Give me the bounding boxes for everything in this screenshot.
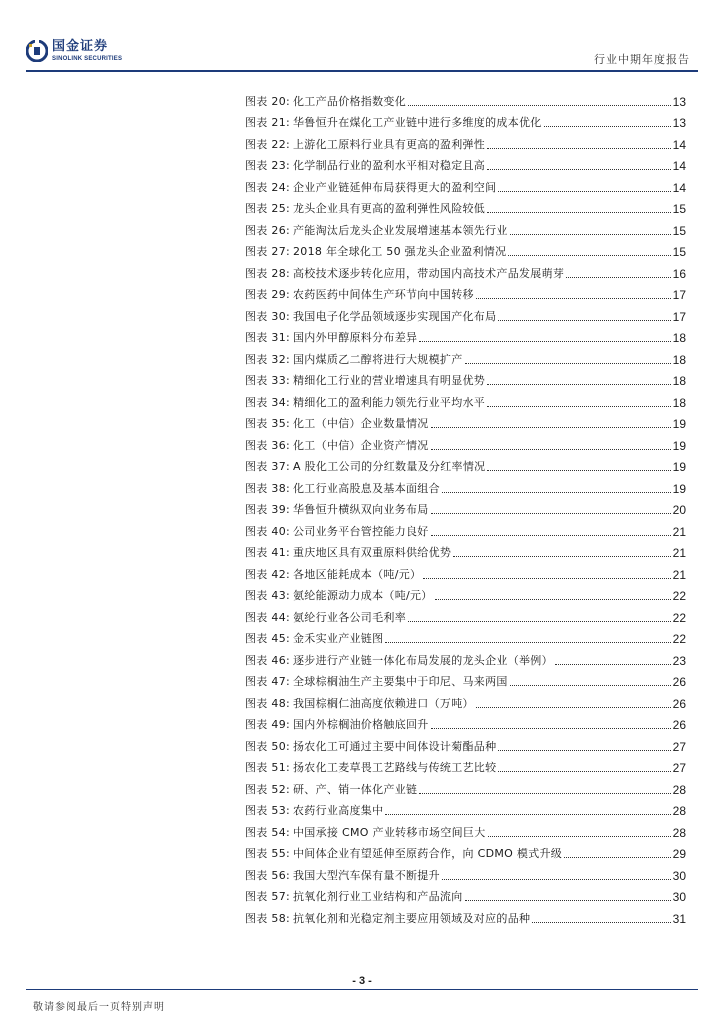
toc-entry[interactable] <box>245 517 686 539</box>
toc-entry-title: 各地区能耗成本（吨/元） <box>293 567 422 581</box>
toc-entry-page: 17 <box>672 288 686 302</box>
toc-entry[interactable] <box>245 818 686 840</box>
toc-entry[interactable] <box>245 496 686 518</box>
toc-entry-label: 图表 20: <box>245 94 290 108</box>
toc-entry[interactable] <box>245 431 686 453</box>
toc-entry-page: 19 <box>672 438 686 453</box>
toc-dot-leader <box>476 298 671 299</box>
toc-entry-title: 化学制品行业的盈利水平相对稳定且高 <box>293 159 486 172</box>
toc-entry[interactable] <box>245 367 686 389</box>
toc-entry[interactable] <box>245 453 686 475</box>
toc-entry[interactable] <box>245 732 686 754</box>
toc-entry-label: 图表 21: <box>245 116 290 129</box>
toc-dot-leader <box>431 513 671 514</box>
toc-dot-leader <box>385 814 670 815</box>
toc-entry[interactable] <box>245 130 686 152</box>
toc-dot-leader <box>435 599 671 600</box>
toc-entry-label: 图表 35: <box>245 417 290 430</box>
toc-entry[interactable] <box>245 345 686 367</box>
toc-entry-label: 图表 39: <box>245 503 290 516</box>
toc-entry-page: 29 <box>672 847 686 861</box>
toc-entry[interactable] <box>245 582 686 604</box>
toc-entry-title: 我国大型汽车保有量不断提升 <box>293 868 440 882</box>
logo-chinese-name: 国金证券 <box>52 39 109 54</box>
toc-entry-page: 15 <box>672 245 686 259</box>
toc-dot-leader <box>408 621 671 622</box>
toc-entry[interactable] <box>245 216 686 238</box>
toc-entry-title: 氨纶能源动力成本（吨/元） <box>293 589 433 602</box>
toc-entry[interactable] <box>245 152 686 174</box>
toc-entry-page: 26 <box>672 718 686 732</box>
toc-entry-title: 精细化工的盈利能力领先行业平均水平 <box>293 395 486 409</box>
toc-entry-label: 图表 34: <box>245 395 290 409</box>
toc-entry-title: 上游化工原料行业具有更高的盈利弹性 <box>293 137 486 151</box>
toc-entry-label: 图表 27: <box>245 245 290 258</box>
toc-entry[interactable] <box>245 754 686 776</box>
toc-entry[interactable] <box>245 775 686 797</box>
toc-dot-leader <box>465 363 671 364</box>
toc-entry-title: 中间体企业有望延伸至原药合作，向 CDMO 模式升级 <box>293 847 563 860</box>
toc-entry[interactable] <box>245 904 686 926</box>
toc-entry-label: 图表 46: <box>245 653 290 667</box>
toc-entry-label: 图表 55: <box>245 847 290 860</box>
toc-entry[interactable] <box>245 281 686 303</box>
toc-entry[interactable] <box>245 388 686 410</box>
toc-entry[interactable] <box>245 840 686 862</box>
toc-entry-page: 18 <box>672 395 686 410</box>
toc-entry-label: 图表 41: <box>245 546 290 559</box>
toc-dot-leader <box>408 105 671 106</box>
toc-entry-title: 研、产、销一体化产业链 <box>293 782 418 796</box>
toc-dot-leader <box>442 492 671 493</box>
toc-dot-leader <box>487 384 671 385</box>
toc-entry[interactable] <box>245 668 686 690</box>
toc-entry-label: 图表 26: <box>245 223 290 237</box>
toc-dot-leader <box>487 169 671 170</box>
toc-entry[interactable] <box>245 87 686 109</box>
toc-entry-label: 图表 24: <box>245 180 290 194</box>
toc-entry-page: 20 <box>672 503 686 517</box>
toc-entry-page: 15 <box>672 202 686 216</box>
toc-entry-title: 我国棕榈仁油高度依赖进口（万吨） <box>293 696 474 710</box>
toc-entry[interactable] <box>245 646 686 668</box>
toc-entry-label: 图表 29: <box>245 288 290 301</box>
sinolink-logo-icon <box>26 40 48 62</box>
toc-entry-page: 18 <box>672 331 686 345</box>
toc-entry-title: 2018 年全球化工 50 强龙头企业盈利情况 <box>293 245 507 258</box>
toc-entry[interactable] <box>245 324 686 346</box>
toc-entry[interactable] <box>245 259 686 281</box>
toc-entry-title: 国内外棕榈油价格触底回升 <box>293 718 429 731</box>
toc-entry-label: 图表 47: <box>245 675 290 688</box>
toc-entry-label: 图表 22: <box>245 137 290 151</box>
toc-entry-page: 13 <box>672 116 686 130</box>
toc-dot-leader <box>487 148 671 149</box>
toc-entry[interactable] <box>245 861 686 883</box>
toc-entry-page: 26 <box>672 675 686 689</box>
toc-entry-page: 21 <box>672 524 686 539</box>
logo-english-name: SINOLINK SECURITIES <box>52 56 123 62</box>
toc-entry-title: 全球棕榈油生产主要集中于印尼、马来两国 <box>293 675 508 688</box>
toc-dot-leader <box>544 126 671 127</box>
toc-entry-page: 19 <box>672 460 686 474</box>
toc-dot-leader <box>476 707 671 708</box>
toc-entry[interactable] <box>245 603 686 625</box>
toc-entry[interactable] <box>245 711 686 733</box>
toc-dot-leader <box>498 750 670 751</box>
toc-entry-page: 21 <box>672 546 686 560</box>
toc-entry-page: 19 <box>672 481 686 496</box>
figure-index-list <box>245 87 686 926</box>
toc-entry-title: 农药医药中间体生产环节向中国转移 <box>293 288 474 301</box>
toc-entry-title: 氨纶行业各公司毛利率 <box>293 610 406 624</box>
toc-dot-leader <box>419 793 670 794</box>
toc-entry-label: 图表 30: <box>245 309 290 323</box>
toc-dot-leader <box>498 191 670 192</box>
toc-entry-page: 30 <box>672 868 686 883</box>
footer-divider <box>26 989 698 990</box>
toc-entry-label: 图表 43: <box>245 589 290 602</box>
toc-entry-page: 13 <box>672 94 686 109</box>
toc-entry-label: 图表 42: <box>245 567 290 581</box>
toc-entry-label: 图表 38: <box>245 481 290 495</box>
toc-entry[interactable] <box>245 410 686 432</box>
toc-entry-page: 14 <box>672 137 686 152</box>
toc-entry-page: 30 <box>672 890 686 904</box>
toc-dot-leader <box>431 427 671 428</box>
toc-entry-title: 化工行业高股息及基本面组合 <box>293 481 440 495</box>
toc-entry-page: 14 <box>672 159 686 173</box>
toc-entry-page: 28 <box>672 804 686 818</box>
toc-entry-label: 图表 32: <box>245 352 290 366</box>
toc-dot-leader <box>498 771 670 772</box>
toc-entry-page: 18 <box>672 352 686 367</box>
toc-entry[interactable] <box>245 474 686 496</box>
toc-entry-title: 国内煤质乙二醇将进行大规模扩产 <box>293 352 463 366</box>
header-divider <box>26 70 698 72</box>
toc-entry-page: 23 <box>672 653 686 668</box>
toc-entry-label: 图表 25: <box>245 202 290 215</box>
company-logo <box>26 40 122 62</box>
toc-dot-leader <box>566 277 670 278</box>
toc-entry-label: 图表 49: <box>245 718 290 731</box>
toc-entry-label: 图表 54: <box>245 825 290 839</box>
toc-entry[interactable] <box>245 238 686 260</box>
report-type-label: 行业中期年度报告 <box>594 53 690 66</box>
toc-dot-leader <box>488 836 671 837</box>
toc-entry-title: 高校技术逐步转化应用，带动国内高技术产品发展萌芽 <box>293 266 565 280</box>
toc-entry-label: 图表 52: <box>245 782 290 796</box>
toc-entry-label: 图表 33: <box>245 374 290 387</box>
toc-dot-leader <box>385 642 670 643</box>
toc-dot-leader <box>487 212 671 213</box>
toc-entry-page: 16 <box>672 266 686 281</box>
toc-entry-page: 18 <box>672 374 686 388</box>
toc-entry-page: 27 <box>672 739 686 754</box>
toc-entry-title: 扬农化工麦草畏工艺路线与传统工艺比较 <box>293 761 497 774</box>
toc-entry[interactable] <box>245 109 686 131</box>
toc-entry-title: 化工产品价格指数变化 <box>293 94 406 108</box>
toc-entry-page: 28 <box>672 825 686 840</box>
toc-entry-label: 图表 50: <box>245 739 290 753</box>
toc-entry-title: 抗氧化剂行业工业结构和产品流向 <box>293 890 463 903</box>
toc-entry-title: 农药行业高度集中 <box>293 804 384 817</box>
toc-entry-title: 龙头企业具有更高的盈利弹性风险较低 <box>293 202 486 215</box>
toc-entry-label: 图表 23: <box>245 159 290 172</box>
toc-entry-title: 华鲁恒升在煤化工产业链中进行多维度的成本优化 <box>293 116 542 129</box>
toc-entry-title: 产能淘汰后龙头企业发展增速基本领先行业 <box>293 223 508 237</box>
toc-dot-leader <box>498 320 670 321</box>
page-number: - 3 - <box>352 975 372 987</box>
toc-entry[interactable] <box>245 883 686 905</box>
toc-entry-label: 图表 44: <box>245 610 290 624</box>
toc-entry-label: 图表 37: <box>245 460 290 473</box>
toc-dot-leader <box>487 406 671 407</box>
toc-dot-leader <box>431 728 671 729</box>
toc-dot-leader <box>465 900 671 901</box>
toc-entry[interactable] <box>245 797 686 819</box>
toc-entry-page: 26 <box>672 696 686 711</box>
toc-entry-title: 化工（中信）企业资产情况 <box>293 438 429 452</box>
toc-dot-leader <box>419 341 670 342</box>
toc-entry-page: 21 <box>672 567 686 582</box>
toc-entry-page: 31 <box>672 911 686 926</box>
toc-dot-leader <box>510 685 671 686</box>
toc-entry-label: 图表 58: <box>245 911 290 925</box>
toc-entry-page: 22 <box>672 589 686 603</box>
toc-entry-page: 28 <box>672 782 686 797</box>
toc-entry-page: 17 <box>672 309 686 324</box>
toc-dot-leader <box>431 535 671 536</box>
toc-entry-title: 我国电子化学品领域逐步实现国产化布局 <box>293 309 497 323</box>
toc-entry-title: 华鲁恒升横纵双向业务布局 <box>293 503 429 516</box>
page-header <box>0 0 724 78</box>
toc-entry-label: 图表 40: <box>245 524 290 538</box>
toc-entry-title: 中国承接 CMO 产业转移市场空间巨大 <box>293 825 486 839</box>
toc-entry[interactable] <box>245 539 686 561</box>
toc-entry-page: 22 <box>672 610 686 625</box>
toc-entry-label: 图表 31: <box>245 331 290 344</box>
toc-dot-leader <box>453 556 670 557</box>
toc-entry-label: 图表 51: <box>245 761 290 774</box>
toc-dot-leader <box>510 234 671 235</box>
toc-entry-label: 图表 56: <box>245 868 290 882</box>
toc-dot-leader <box>423 578 670 579</box>
toc-entry-title: 企业产业链延伸布局获得更大的盈利空间 <box>293 180 497 194</box>
toc-entry[interactable] <box>245 689 686 711</box>
toc-dot-leader <box>508 255 670 256</box>
toc-entry[interactable] <box>245 195 686 217</box>
toc-entry-page: 22 <box>672 632 686 646</box>
toc-entry-label: 图表 57: <box>245 890 290 903</box>
toc-entry-title: 公司业务平台管控能力良好 <box>293 524 429 538</box>
toc-dot-leader <box>532 922 670 923</box>
toc-entry-label: 图表 53: <box>245 804 290 817</box>
toc-entry-label: 图表 28: <box>245 266 290 280</box>
toc-entry-title: 重庆地区具有双重原料供给优势 <box>293 546 452 559</box>
toc-entry-title: 化工（中信）企业数量情况 <box>293 417 429 430</box>
toc-entry-title: 金禾实业产业链图 <box>293 632 384 645</box>
toc-entry[interactable] <box>245 302 686 324</box>
toc-entry-label: 图表 48: <box>245 696 290 710</box>
toc-entry-page: 14 <box>672 180 686 195</box>
toc-entry[interactable] <box>245 625 686 647</box>
disclaimer-note: 敬请参阅最后一页特别声明 <box>33 1002 165 1013</box>
toc-entry-page: 27 <box>672 761 686 775</box>
toc-dot-leader <box>555 664 671 665</box>
toc-dot-leader <box>487 470 670 471</box>
toc-entry-label: 图表 45: <box>245 632 290 645</box>
toc-entry-title: 扬农化工可通过主要中间体设计菊酯品种 <box>293 739 497 753</box>
toc-entry-title: 精细化工行业的营业增速具有明显优势 <box>293 374 486 387</box>
toc-entry-title: A 股化工公司的分红数量及分红率情况 <box>293 460 486 473</box>
toc-entry[interactable] <box>245 173 686 195</box>
toc-dot-leader <box>431 449 671 450</box>
toc-dot-leader <box>442 879 671 880</box>
toc-entry-label: 图表 36: <box>245 438 290 452</box>
toc-dot-leader <box>564 857 671 858</box>
toc-entry[interactable] <box>245 560 686 582</box>
toc-entry-title: 抗氧化剂和光稳定剂主要应用领域及对应的品种 <box>293 911 531 925</box>
toc-entry-page: 19 <box>672 417 686 431</box>
toc-entry-page: 15 <box>672 223 686 238</box>
toc-entry-title: 逐步进行产业链一体化布局发展的龙头企业（举例） <box>293 653 553 667</box>
toc-entry-title: 国内外甲醇原料分布差异 <box>293 331 418 344</box>
